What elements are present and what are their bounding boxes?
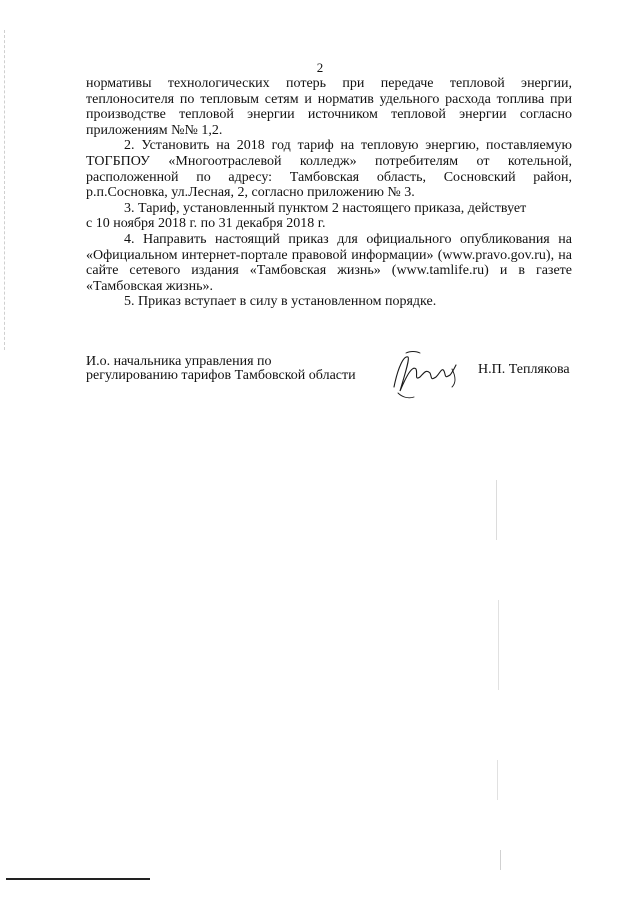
signer-title-line-2: регулированию тарифов Тамбовской области (86, 368, 356, 383)
signer-name: Н.П. Теплякова (478, 362, 570, 377)
signature-block (86, 355, 586, 415)
scan-speck (500, 850, 501, 870)
paragraph-continuation: нормативы технологических потерь при передаче тепловой энергии, теплоносителя по тепловым сетям и норматив удельного расхода топлива при производстве тепловой энергии источником тепловой энергии согласно приложениям №№ 1,2. (86, 76, 572, 138)
scan-speck (496, 480, 497, 540)
signer-title (86, 355, 386, 383)
paragraph-item-4: 4. Направить настоящий приказ для официального опубликования на «Официальном интернет-портале правовой информации» (www.pravo.gov.ru), на сайте сетевого издания «Тамбовская жизнь» (www.tamlife.ru) и в газете «Тамбовская жизнь». (86, 231, 572, 294)
document-body (86, 76, 572, 310)
paragraph-item-2: 2. Установить на 2018 год тариф на тепловую энергию, поставляемую ТОГБПОУ «Многоотраслевой колледж» потребителям от котельной, расположенной по адресу: Тамбовская область, Сосновский район, р.п.Сосновка, ул.Лесная, 2, согласно приложению № 3. (86, 138, 572, 201)
scan-edge-artifact (4, 30, 6, 350)
footer-rule (6, 878, 150, 880)
signer-title-line-1: И.о. начальника управления по (86, 354, 272, 369)
paragraph-item-5: 5. Приказ вступает в силу в установленном порядке. (124, 294, 437, 310)
scan-speck (497, 760, 498, 800)
paragraph-item-3-dates: с 10 ноября 2018 г. по 31 декабря 2018 г. (86, 216, 326, 232)
handwritten-signature (386, 347, 466, 403)
page-number: 2 (316, 60, 324, 75)
paragraph-item-3: 3. Тариф, установленный пунктом 2 настоящего приказа, действует (124, 200, 527, 216)
scan-speck (498, 600, 499, 690)
